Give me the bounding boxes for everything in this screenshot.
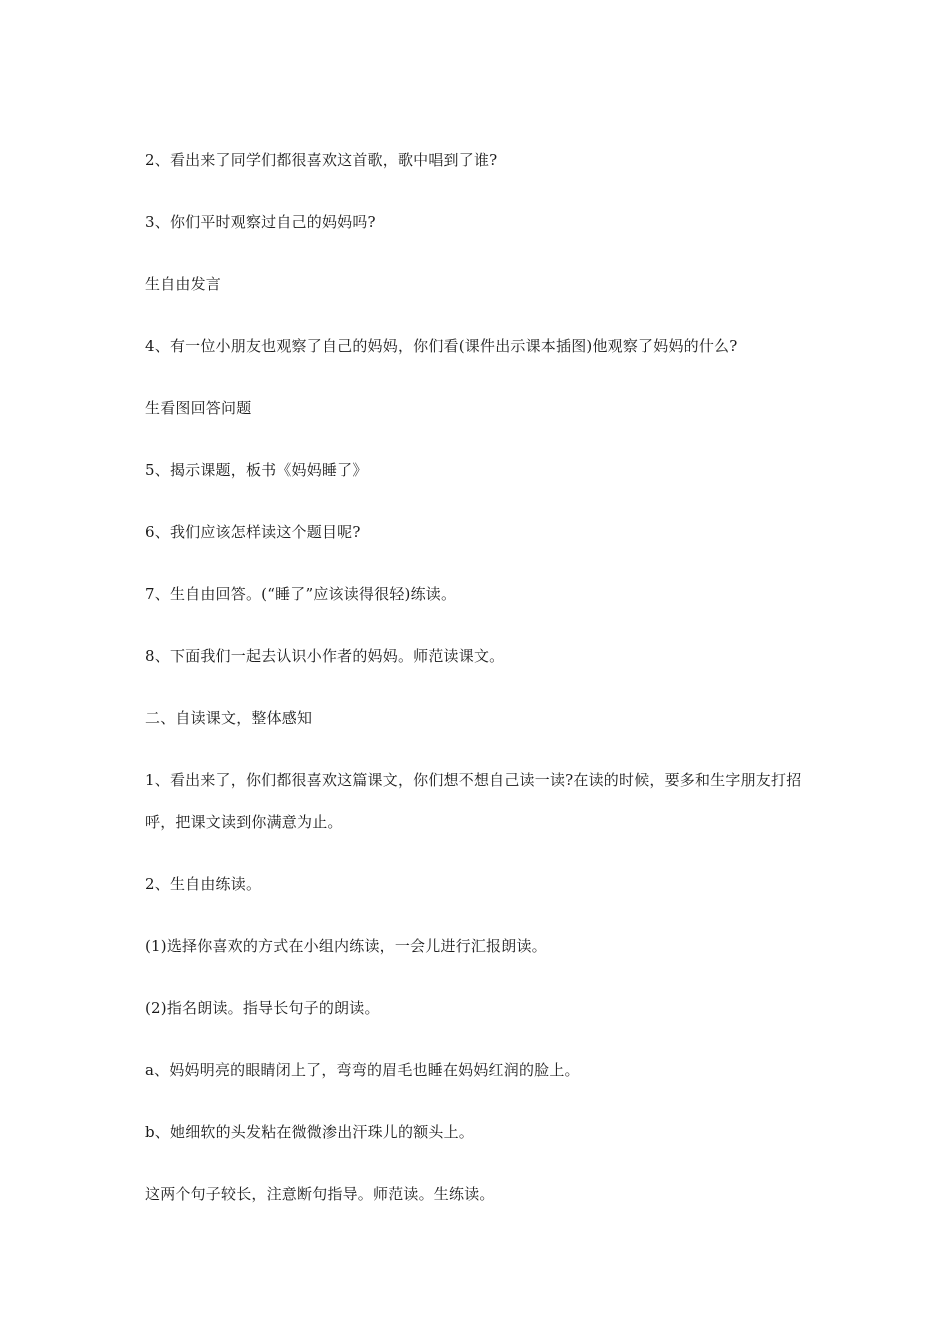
paragraph-q6: 6、我们应该怎样读这个题目呢? <box>145 523 361 541</box>
section-heading-self-reading: 二、自读课文，整体感知 <box>145 709 313 727</box>
paragraph-student-answer: 生看图回答问题 <box>145 399 252 417</box>
paragraph-q4: 4、有一位小朋友也观察了自己的妈妈，你们看(课件出示课本插图)他观察了妈妈的什么? <box>145 337 738 355</box>
paragraph-sentence-b: b、她细软的头发粘在微微渗出汗珠儿的额头上。 <box>145 1123 475 1141</box>
paragraph-substep1: (1)选择你喜欢的方式在小组内练读，一会儿进行汇报朗读。 <box>145 937 547 955</box>
paragraph-q3: 3、你们平时观察过自己的妈妈吗? <box>145 213 376 231</box>
paragraph-q5: 5、揭示课题，板书《妈妈睡了》 <box>145 461 368 479</box>
paragraph-step1: 1、看出来了，你们都很喜欢这篇课文，你们想不想自己读一读?在读的时候，要多和生字朋友打招呼，把课文读到你满意为止。 <box>145 771 802 831</box>
document-body <box>145 150 825 1246</box>
paragraph-note: 这两个句子较长，注意断句指导。师范读。生练读。 <box>145 1185 495 1203</box>
paragraph-q7: 7、生自由回答。(“睡了”应该读得很轻)练读。 <box>145 585 457 603</box>
paragraph-q2: 2、看出来了同学们都很喜欢这首歌，歌中唱到了谁? <box>145 151 498 169</box>
paragraph-q8: 8、下面我们一起去认识小作者的妈妈。师范读课文。 <box>145 647 505 665</box>
paragraph-sentence-a: a、妈妈明亮的眼睛闭上了，弯弯的眉毛也睡在妈妈红润的脸上。 <box>145 1061 580 1079</box>
paragraph-substep2: (2)指名朗读。指导长句子的朗读。 <box>145 999 380 1017</box>
paragraph-step2: 2、生自由练读。 <box>145 875 262 893</box>
paragraph-student-speak: 生自由发言 <box>145 275 222 293</box>
